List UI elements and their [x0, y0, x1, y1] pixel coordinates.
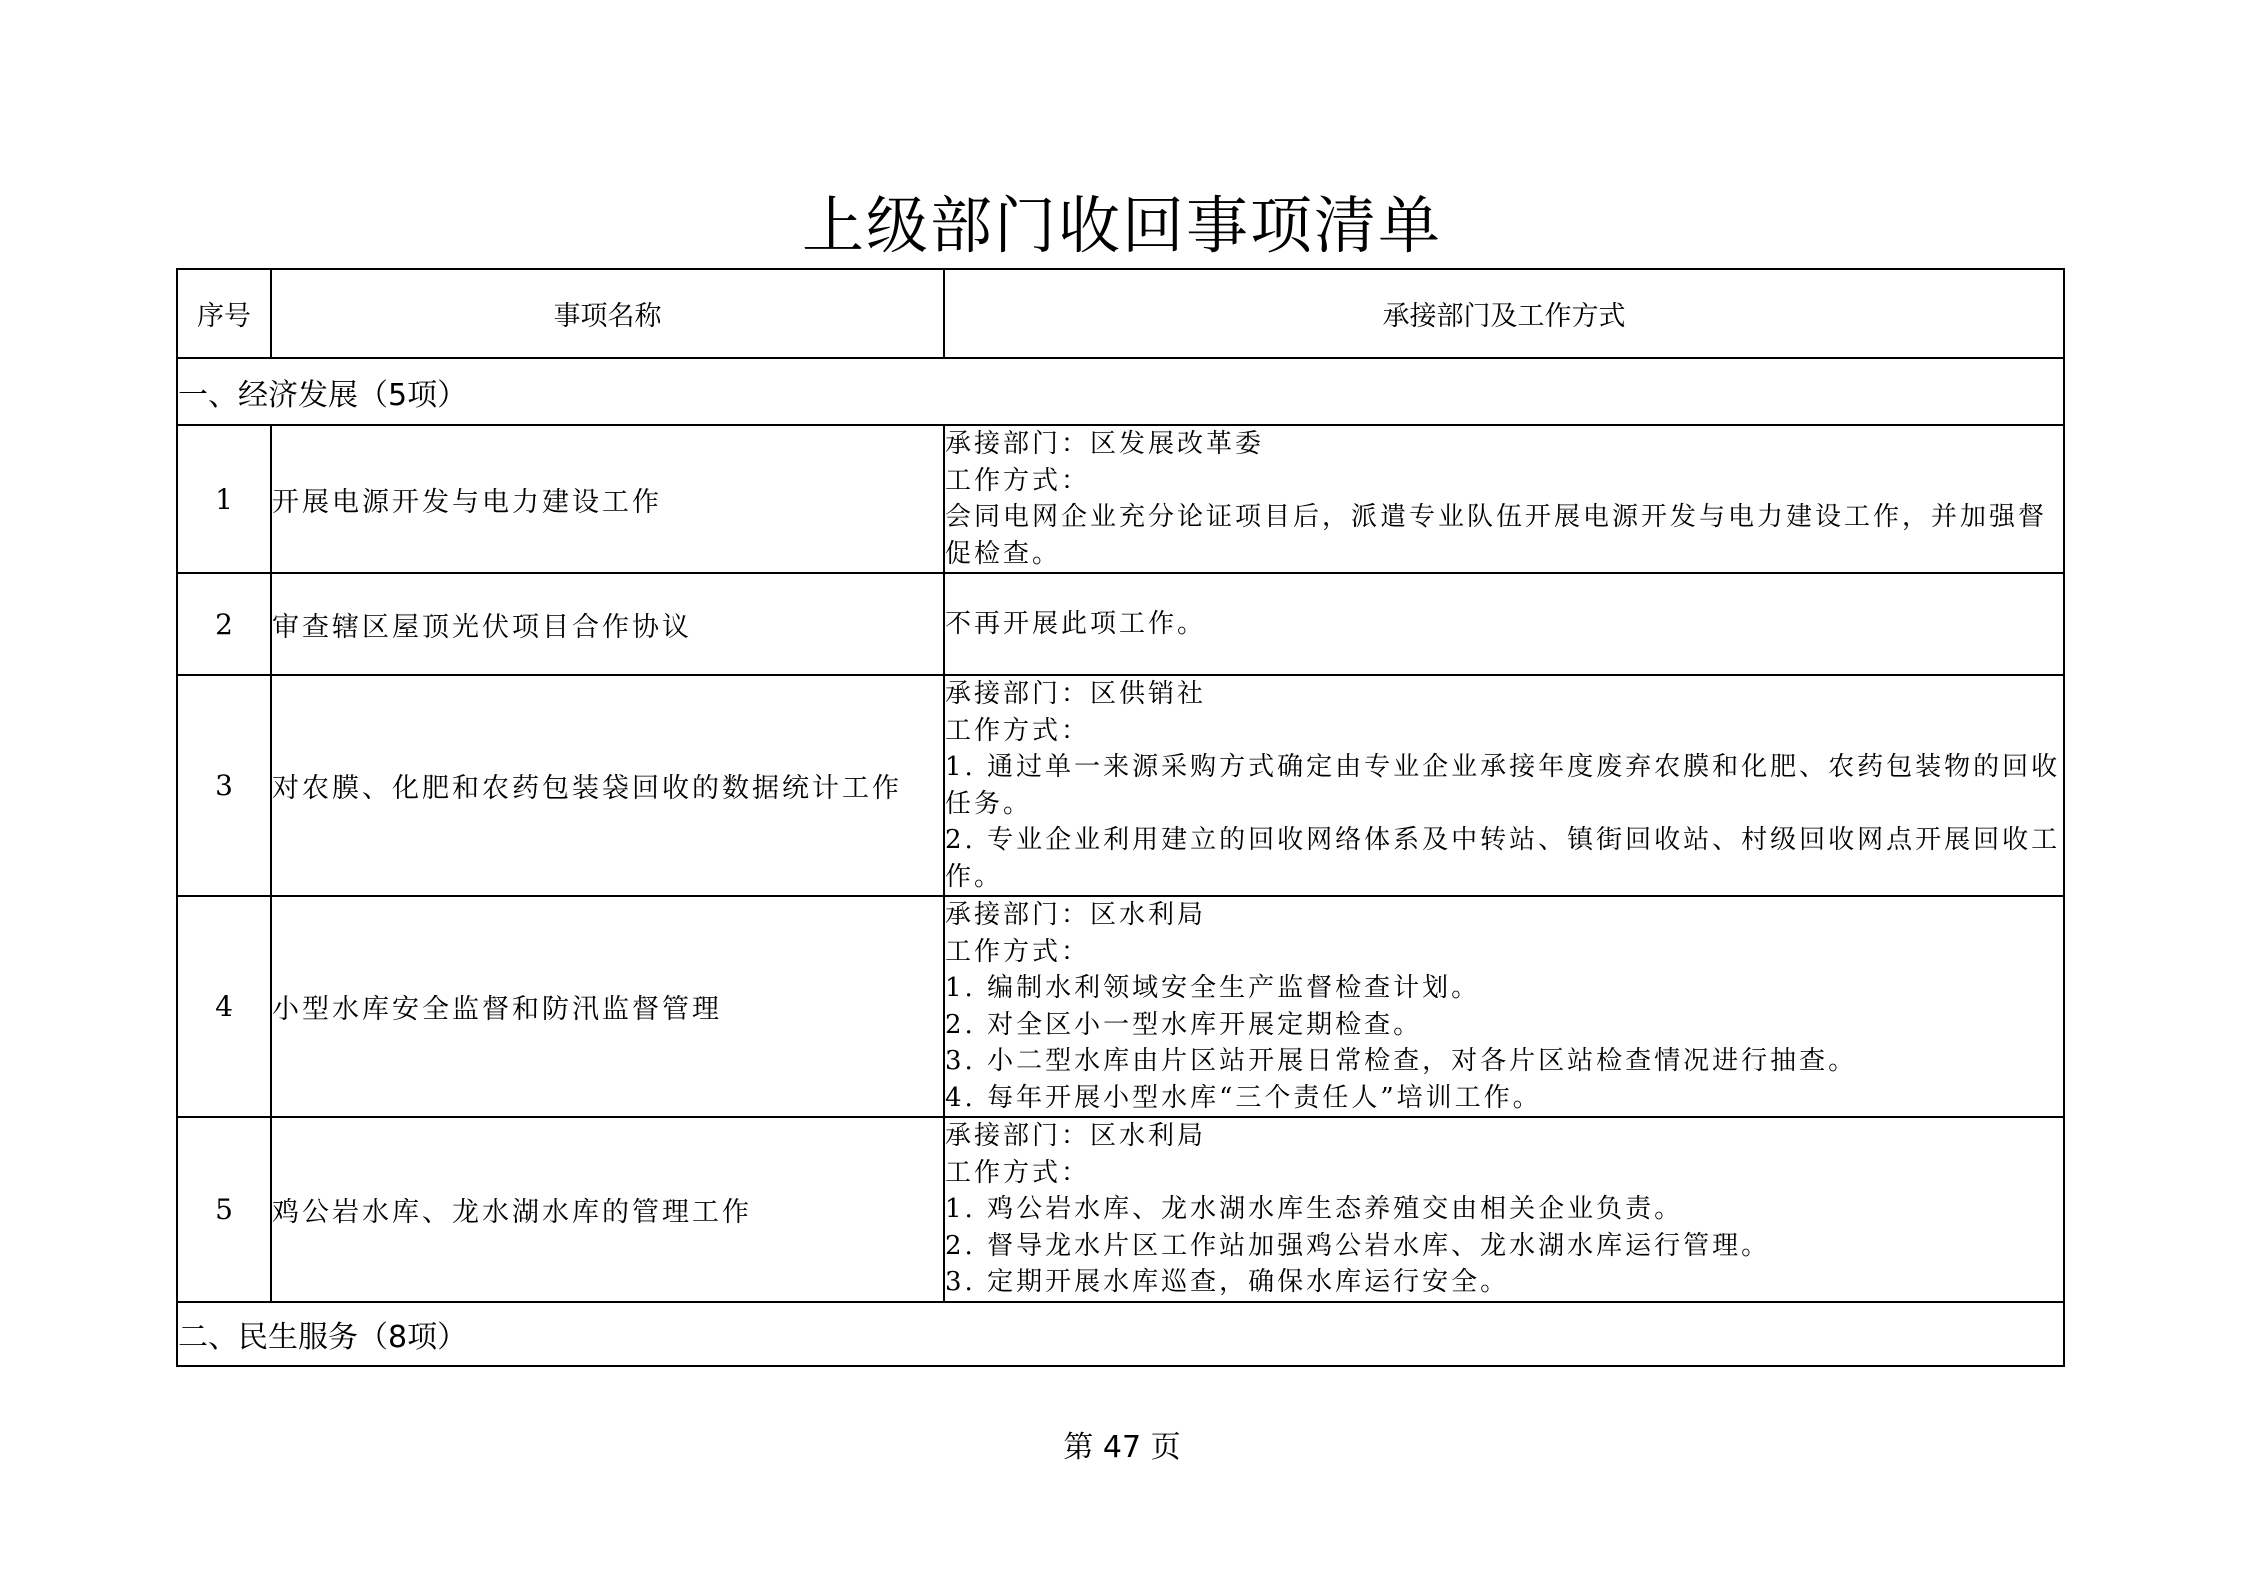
item-name: 小型水库安全监督和防汛监督管理: [271, 896, 944, 1117]
table-row: [177, 573, 2064, 675]
header-dept: 承接部门及工作方式: [944, 269, 2064, 358]
method-step: 1. 鸡公岩水库、龙水湖水库生态养殖交由相关企业负责。: [945, 1194, 1684, 1224]
page-title: 上级部门收回事项清单: [801, 189, 1442, 262]
item-name: 对农膜、化肥和农药包装袋回收的数据统计工作: [271, 675, 944, 896]
row-number: 2: [177, 573, 271, 675]
table-row: [177, 1117, 2064, 1302]
page-number: 第 47 页: [1063, 1430, 1181, 1465]
method-text: 会同电网企业充分论证项目后，派遣专业队伍开展电源开发与电力建设工作，并加强督促检查。: [945, 502, 2048, 569]
method-step: 4. 每年开展小型水库“三个责任人”培训工作。: [945, 1082, 1542, 1113]
table-row: [177, 425, 2064, 573]
dept-line: 承接部门：区发展改革委: [945, 429, 1265, 459]
item-name: 审查辖区屋顶光伏项目合作协议: [271, 573, 944, 675]
item-name: 鸡公岩水库、龙水湖水库的管理工作: [271, 1117, 944, 1302]
dept-line: 承接部门：区水利局: [945, 900, 1207, 930]
method-step: 3. 小二型水库由片区站开展日常检查，对各片区站检查情况进行抽查。: [945, 1046, 1858, 1076]
table-header-row: [177, 269, 2064, 358]
dept-and-method: [944, 425, 2064, 573]
dept-and-method: [944, 675, 2064, 896]
method-label: 工作方式：: [945, 715, 1091, 746]
dept-line: 承接部门：区水利局: [945, 1121, 1207, 1151]
row-number: 4: [177, 896, 271, 1117]
row-number: 1: [177, 425, 271, 573]
method-step: 1. 编制水利领域安全生产监督检查计划。: [945, 973, 1481, 1003]
method-text: 不再开展此项工作。: [945, 608, 1207, 639]
items-table: [176, 268, 2065, 1367]
method-step: 3. 定期开展水库巡查，确保水库运行安全。: [945, 1267, 1510, 1297]
table-row: [177, 675, 2064, 896]
method-label: 工作方式：: [945, 936, 1091, 967]
section-row: [177, 1302, 2064, 1366]
table-row: [177, 896, 2064, 1117]
section-label: 一、经济发展（5项）: [177, 358, 2064, 425]
method-label: 工作方式：: [945, 1157, 1091, 1188]
dept-and-method: [944, 573, 2064, 675]
method-step: 1. 通过单一来源采购方式确定由专业企业承接年度废弃农膜和化肥、农药包装物的回收任务。: [945, 752, 2061, 819]
dept-and-method: [944, 896, 2064, 1117]
row-number: 5: [177, 1117, 271, 1302]
header-name: 事项名称: [271, 269, 944, 358]
method-step: 2. 督导龙水片区工作站加强鸡公岩水库、龙水湖水库运行管理。: [945, 1230, 1771, 1261]
row-number: 3: [177, 675, 271, 896]
method-step: 2. 对全区小一型水库开展定期检查。: [945, 1009, 1423, 1040]
dept-line: 承接部门：区供销社: [945, 679, 1207, 709]
section-label: 二、民生服务（8项）: [177, 1302, 2064, 1366]
section-row: [177, 358, 2064, 425]
header-no: 序号: [177, 269, 271, 358]
method-step: 2. 专业企业利用建立的回收网络体系及中转站、镇街回收站、村级回收网点开展回收工作。: [945, 825, 2061, 892]
dept-and-method: [944, 1117, 2064, 1302]
method-label: 工作方式：: [945, 465, 1091, 496]
item-name: 开展电源开发与电力建设工作: [271, 425, 944, 573]
